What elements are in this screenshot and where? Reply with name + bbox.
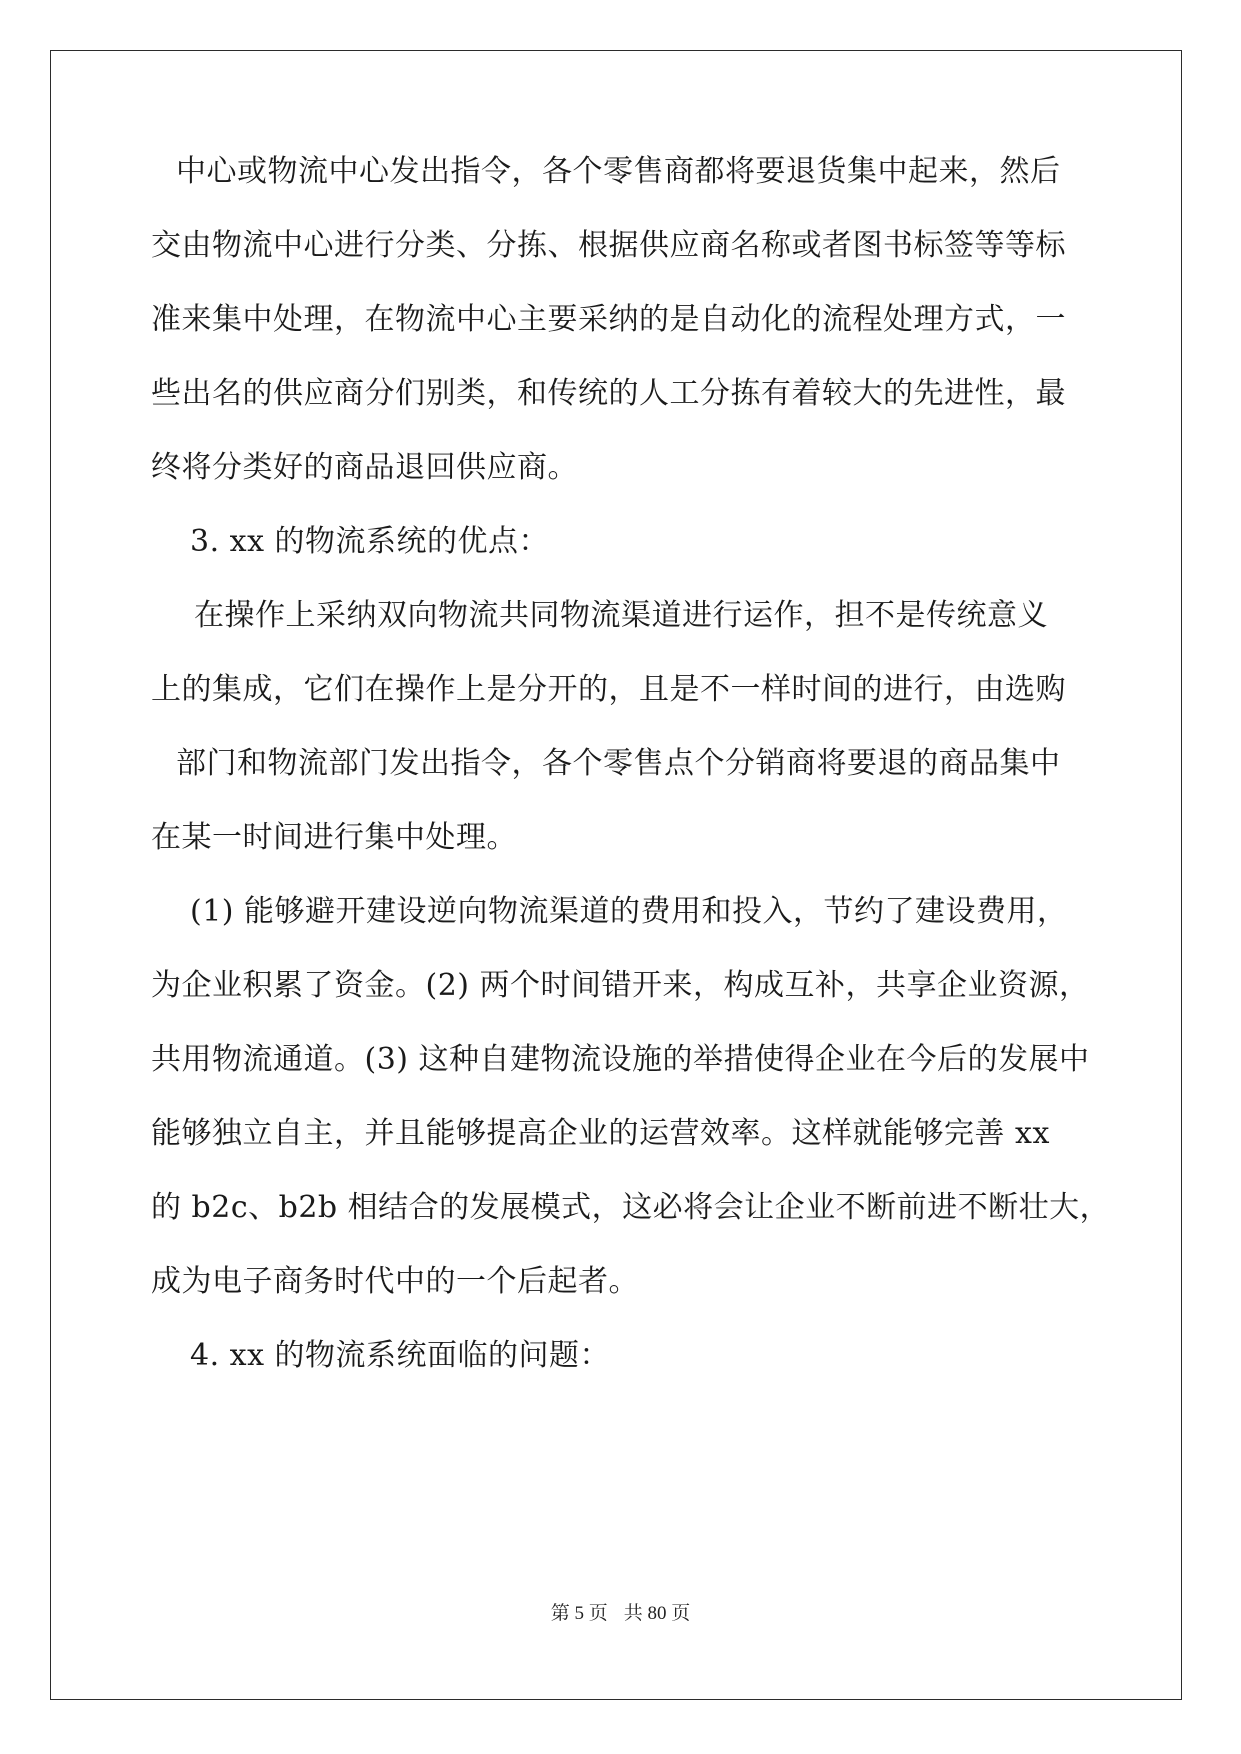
- page-footer: [0, 1602, 1241, 1626]
- text-line: 为企业积累了资金。(2) 两个时间错开来，构成互补，共享企业资源，: [151, 968, 1090, 1003]
- text-line: 共用物流通道。(3) 这种自建物流设施的举措使得企业在今后的发展中: [151, 1042, 1090, 1077]
- text-line: 准来集中处理，在物流中心主要采纳的是自动化的流程处理方式，一: [151, 302, 1066, 337]
- text-line: 部门和物流部门发出指令，各个零售点个分销商将要退的商品集中: [176, 746, 1061, 781]
- text-line: (1) 能够避开建设逆向物流渠道的费用和投入，节约了建设费用，: [190, 894, 1068, 929]
- text-line: 能够独立自主，并且能够提高企业的运营效率。这样就能够完善 xx: [151, 1116, 1050, 1151]
- text-line: 成为电子商务时代中的一个后起者。: [151, 1264, 639, 1299]
- text-line: 交由物流中心进行分类、分拣、根据供应商名称或者图书标签等等标: [151, 228, 1066, 263]
- text-line: 些出名的供应商分们别类，和传统的人工分拣有着较大的先进性，最: [151, 376, 1066, 411]
- section-heading: 3. xx 的物流系统的优点：: [190, 524, 550, 559]
- page-total: 共 80 页: [623, 1603, 691, 1624]
- text-line: 的 b2c、b2b 相结合的发展模式，这必将会让企业不断前进不断壮大，: [151, 1190, 1111, 1225]
- text-line: 中心或物流中心发出指令，各个零售商都将要退货集中起来，然后: [176, 154, 1061, 189]
- page-number: 第 5 页: [550, 1603, 608, 1624]
- text-line: 在某一时间进行集中处理。: [151, 820, 517, 855]
- text-line: 在操作上采纳双向物流共同物流渠道进行运作，担不是传统意义: [194, 598, 1048, 633]
- text-line: 上的集成，它们在操作上是分开的，且是不一样时间的进行，由选购: [151, 672, 1066, 707]
- text-line: 终将分类好的商品退回供应商。: [151, 450, 578, 485]
- section-heading: 4. xx 的物流系统面临的问题：: [190, 1338, 611, 1373]
